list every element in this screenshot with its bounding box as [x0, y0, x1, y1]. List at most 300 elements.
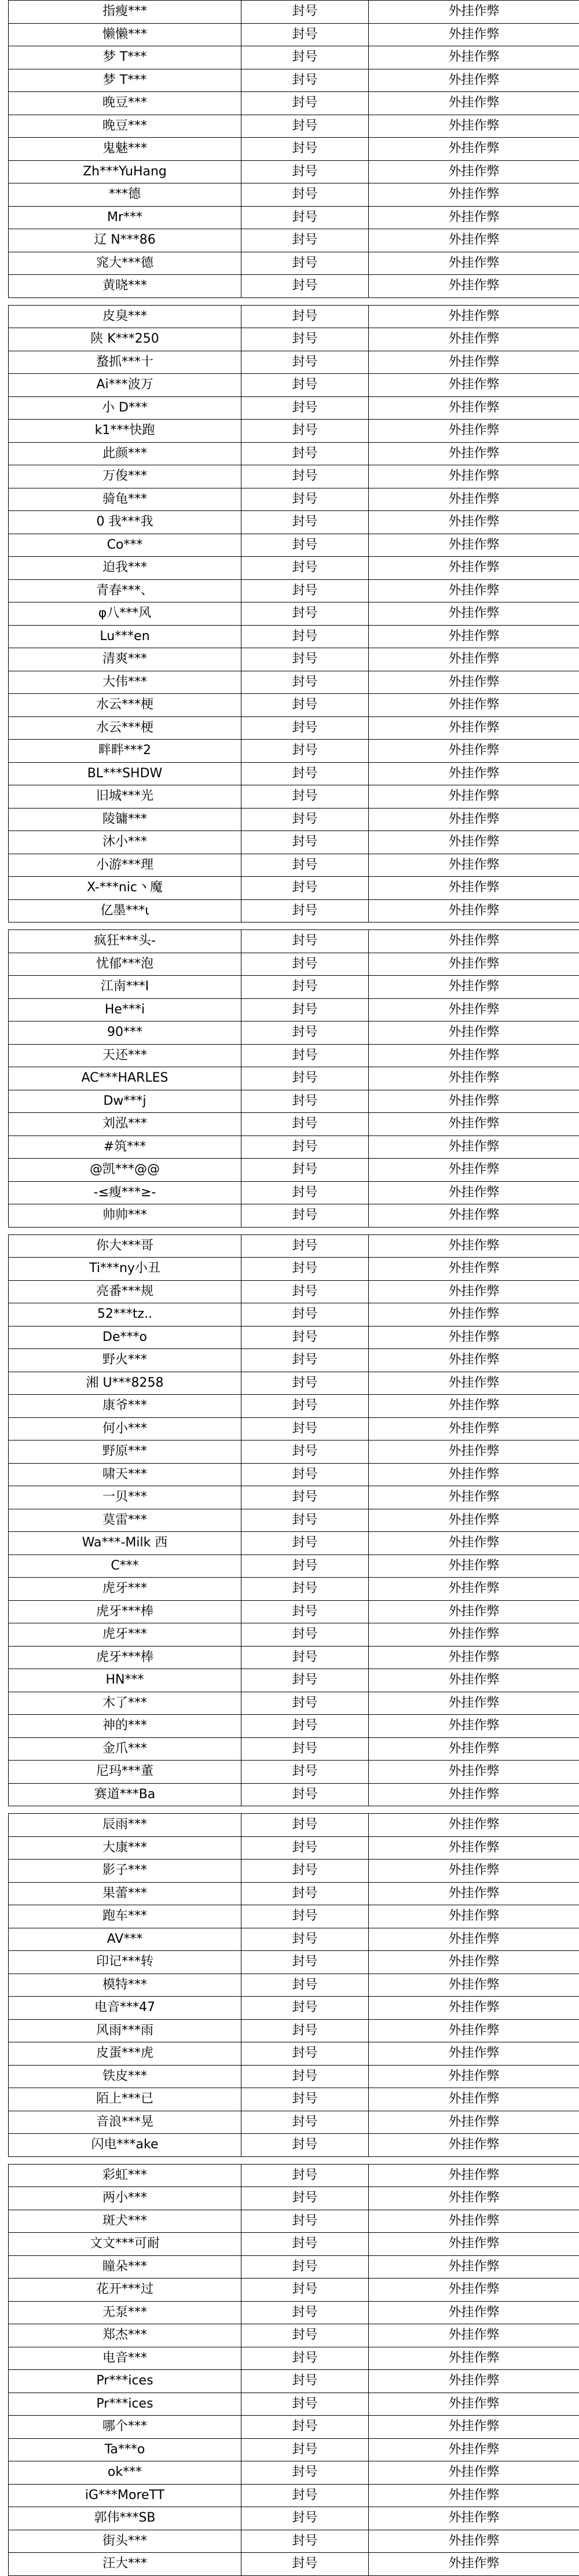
action-cell: 封号	[241, 762, 369, 785]
table-row	[9, 1860, 579, 1883]
reason-cell: 外挂作弊	[369, 1181, 579, 1204]
player-name-cell: Ta***o	[9, 2438, 241, 2461]
player-name-cell: 疯狂***头-	[9, 930, 241, 953]
reason-cell: 外挂作弊	[369, 252, 579, 275]
player-name-cell: He***i	[9, 998, 241, 1021]
action-cell: 封号	[241, 1814, 369, 1837]
action-cell: 封号	[241, 1928, 369, 1951]
table-row	[9, 1814, 579, 1837]
reason-cell: 外挂作弊	[369, 229, 579, 252]
table-row	[9, 1578, 579, 1601]
table-row	[9, 1159, 579, 1182]
reason-cell: 外挂作弊	[369, 1669, 579, 1692]
action-cell: 封号	[241, 2111, 369, 2134]
player-name-cell: 迫我***	[9, 557, 241, 580]
player-name-cell: iG***MoreTT	[9, 2484, 241, 2507]
action-cell: 封号	[241, 305, 369, 328]
table-row	[9, 1349, 579, 1372]
table-row	[9, 328, 579, 351]
reason-cell: 外挂作弊	[369, 2324, 579, 2347]
player-name-cell: 湘 U***8258	[9, 1372, 241, 1395]
player-name-cell: 52***tz..	[9, 1303, 241, 1326]
player-name-cell: 90***	[9, 1021, 241, 1045]
table-row	[9, 1882, 579, 1905]
player-name-cell: 模特***	[9, 1974, 241, 1997]
action-cell: 封号	[241, 2324, 369, 2347]
reason-cell: 外挂作弊	[369, 2042, 579, 2066]
table-row	[9, 899, 579, 923]
player-name-cell: 沐小***	[9, 831, 241, 854]
action-cell: 封号	[241, 23, 369, 46]
table-row	[9, 1204, 579, 1228]
player-name-cell: 皮臭***	[9, 305, 241, 328]
table-row	[9, 1090, 579, 1113]
action-cell: 封号	[241, 2042, 369, 2066]
player-name-cell: 汪大***	[9, 2553, 241, 2576]
table-row	[9, 1486, 579, 1509]
action-cell: 封号	[241, 420, 369, 443]
ban-list-sheet	[8, 0, 579, 2576]
ban-table-block	[8, 305, 579, 923]
action-cell: 封号	[241, 2553, 369, 2576]
reason-cell: 外挂作弊	[369, 138, 579, 161]
player-name-cell: 黄晓***	[9, 275, 241, 298]
player-name-cell: 窕大***德	[9, 252, 241, 275]
reason-cell: 外挂作弊	[369, 328, 579, 351]
ban-table-block	[8, 929, 579, 1228]
player-name-cell: 跑车***	[9, 1905, 241, 1928]
reason-cell: 外挂作弊	[369, 2164, 579, 2187]
reason-cell: 外挂作弊	[369, 2134, 579, 2157]
action-cell: 封号	[241, 1882, 369, 1905]
block-gap	[8, 923, 579, 929]
player-name-cell: 虎牙***棒	[9, 1600, 241, 1623]
player-name-cell: 印记***转	[9, 1951, 241, 1974]
player-name-cell: 两小***	[9, 2187, 241, 2210]
action-cell: 封号	[241, 2255, 369, 2279]
reason-cell: 外挂作弊	[369, 1860, 579, 1883]
reason-cell: 外挂作弊	[369, 465, 579, 488]
table-row	[9, 275, 579, 298]
action-cell: 封号	[241, 2019, 369, 2042]
reason-cell: 外挂作弊	[369, 2019, 579, 2042]
action-cell: 封号	[241, 2393, 369, 2416]
action-cell: 封号	[241, 1951, 369, 1974]
action-cell: 封号	[241, 1021, 369, 1045]
player-name-cell: 木了***	[9, 1692, 241, 1715]
player-name-cell: 晚豆***	[9, 92, 241, 115]
table-row	[9, 1737, 579, 1761]
action-cell: 封号	[241, 69, 369, 92]
reason-cell: 外挂作弊	[369, 762, 579, 785]
reason-cell: 外挂作弊	[369, 183, 579, 207]
player-name-cell: 风雨***雨	[9, 2019, 241, 2042]
table-row	[9, 602, 579, 626]
reason-cell: 外挂作弊	[369, 1044, 579, 1067]
action-cell: 封号	[241, 1, 369, 24]
player-name-cell: BL***SHDW	[9, 762, 241, 785]
reason-cell: 外挂作弊	[369, 1303, 579, 1326]
action-cell: 封号	[241, 2484, 369, 2507]
table-row	[9, 1021, 579, 1045]
player-name-cell: 亮番***规	[9, 1280, 241, 1303]
reason-cell: 外挂作弊	[369, 305, 579, 328]
player-name-cell: 0 我***我	[9, 511, 241, 534]
table-row	[9, 976, 579, 999]
action-cell: 封号	[241, 1440, 369, 1464]
reason-cell: 外挂作弊	[369, 2416, 579, 2439]
reason-cell: 外挂作弊	[369, 1463, 579, 1486]
action-cell: 封号	[241, 1997, 369, 2020]
player-name-cell: Pr***ices	[9, 2393, 241, 2416]
action-cell: 封号	[241, 976, 369, 999]
table-row	[9, 557, 579, 580]
reason-cell: 外挂作弊	[369, 2461, 579, 2485]
table-row	[9, 930, 579, 953]
action-cell: 封号	[241, 534, 369, 557]
ban-table-block	[8, 2164, 579, 2576]
action-cell: 封号	[241, 1417, 369, 1440]
table-row	[9, 1326, 579, 1349]
reason-cell: 外挂作弊	[369, 1737, 579, 1761]
player-name-cell: 蝥抓***十	[9, 351, 241, 374]
player-name-cell: Ti***ny小丑	[9, 1258, 241, 1281]
block-gap	[8, 2157, 579, 2164]
reason-cell: 外挂作弊	[369, 1814, 579, 1837]
player-name-cell: 虎牙***	[9, 1623, 241, 1647]
player-name-cell: 旧城***光	[9, 785, 241, 809]
table-row	[9, 1715, 579, 1738]
action-cell: 封号	[241, 648, 369, 671]
player-name-cell: 梦 T***	[9, 69, 241, 92]
player-name-cell: 无泵***	[9, 2301, 241, 2324]
reason-cell: 外挂作弊	[369, 46, 579, 69]
table-row	[9, 1258, 579, 1281]
player-name-cell: 你大***哥	[9, 1234, 241, 1258]
player-name-cell: 鬼魅***	[9, 138, 241, 161]
player-name-cell: 辽 N***86	[9, 229, 241, 252]
player-name-cell: 闪电***ake	[9, 2134, 241, 2157]
table-row	[9, 953, 579, 976]
reason-cell: 外挂作弊	[369, 534, 579, 557]
action-cell: 封号	[241, 740, 369, 763]
table-row	[9, 138, 579, 161]
table-row	[9, 1113, 579, 1136]
player-name-cell: 陕 K***250	[9, 328, 241, 351]
table-row	[9, 2111, 579, 2134]
reason-cell: 外挂作弊	[369, 115, 579, 138]
player-name-cell: 晚豆***	[9, 115, 241, 138]
action-cell: 封号	[241, 2301, 369, 2324]
table-row	[9, 1905, 579, 1928]
reason-cell: 外挂作弊	[369, 2279, 579, 2302]
table-row	[9, 1417, 579, 1440]
action-cell: 封号	[241, 1974, 369, 1997]
action-cell: 封号	[241, 465, 369, 488]
reason-cell: 外挂作弊	[369, 1600, 579, 1623]
reason-cell: 外挂作弊	[369, 976, 579, 999]
action-cell: 封号	[241, 899, 369, 923]
reason-cell: 外挂作弊	[369, 1532, 579, 1555]
action-cell: 封号	[241, 1532, 369, 1555]
player-name-cell: 天还***	[9, 1044, 241, 1067]
table-row	[9, 2233, 579, 2256]
action-cell: 封号	[241, 602, 369, 626]
player-name-cell: 野原***	[9, 1440, 241, 1464]
action-cell: 封号	[241, 1090, 369, 1113]
player-name-cell: 果蕾***	[9, 1882, 241, 1905]
reason-cell: 外挂作弊	[369, 2065, 579, 2088]
player-name-cell: 赛道***Ba	[9, 1783, 241, 1806]
table-row	[9, 351, 579, 374]
player-name-cell: 皮蛋***虎	[9, 2042, 241, 2066]
player-name-cell: 清爽***	[9, 648, 241, 671]
player-name-cell: 野火***	[9, 1349, 241, 1372]
reason-cell: 外挂作弊	[369, 1326, 579, 1349]
reason-cell: 外挂作弊	[369, 1882, 579, 1905]
reason-cell: 外挂作弊	[369, 1928, 579, 1951]
reason-cell: 外挂作弊	[369, 854, 579, 877]
table-row	[9, 511, 579, 534]
reason-cell: 外挂作弊	[369, 2210, 579, 2233]
action-cell: 封号	[241, 2088, 369, 2111]
table-row	[9, 785, 579, 809]
player-name-cell: k1***快跑	[9, 420, 241, 443]
action-cell: 封号	[241, 2347, 369, 2370]
ban-table-block	[8, 0, 579, 298]
table-row	[9, 305, 579, 328]
reason-cell: 外挂作弊	[369, 557, 579, 580]
table-row	[9, 1181, 579, 1204]
action-cell: 封号	[241, 785, 369, 809]
reason-cell: 外挂作弊	[369, 998, 579, 1021]
reason-cell: 外挂作弊	[369, 1417, 579, 1440]
action-cell: 封号	[241, 1509, 369, 1532]
table-row	[9, 2210, 579, 2233]
table-row	[9, 1395, 579, 1418]
player-name-cell: 何小***	[9, 1417, 241, 1440]
player-name-cell: Dw***j	[9, 1090, 241, 1113]
player-name-cell: 彩虹***	[9, 2164, 241, 2187]
player-name-cell: 郑杰***	[9, 2324, 241, 2347]
action-cell: 封号	[241, 1623, 369, 1647]
reason-cell: 外挂作弊	[369, 1578, 579, 1601]
player-name-cell: 花开***过	[9, 2279, 241, 2302]
reason-cell: 外挂作弊	[369, 1136, 579, 1159]
table-row	[9, 1951, 579, 1974]
action-cell: 封号	[241, 1136, 369, 1159]
reason-cell: 外挂作弊	[369, 602, 579, 626]
action-cell: 封号	[241, 396, 369, 420]
reason-cell: 外挂作弊	[369, 2530, 579, 2553]
reason-cell: 外挂作弊	[369, 2438, 579, 2461]
player-name-cell: C***	[9, 1555, 241, 1578]
action-cell: 封号	[241, 275, 369, 298]
reason-cell: 外挂作弊	[369, 160, 579, 183]
action-cell: 封号	[241, 46, 369, 69]
table-row	[9, 671, 579, 694]
table-row	[9, 160, 579, 183]
action-cell: 封号	[241, 1258, 369, 1281]
table-row	[9, 579, 579, 602]
action-cell: 封号	[241, 1044, 369, 1067]
reason-cell: 外挂作弊	[369, 2111, 579, 2134]
action-cell: 封号	[241, 1600, 369, 1623]
reason-cell: 外挂作弊	[369, 2088, 579, 2111]
player-name-cell: De***o	[9, 1326, 241, 1349]
player-name-cell: ok***	[9, 2461, 241, 2485]
action-cell: 封号	[241, 115, 369, 138]
action-cell: 封号	[241, 1395, 369, 1418]
table-row	[9, 831, 579, 854]
player-name-cell: X-***nic丶魔	[9, 877, 241, 900]
action-cell: 封号	[241, 2210, 369, 2233]
player-name-cell: 郭伟***SB	[9, 2507, 241, 2530]
action-cell: 封号	[241, 1737, 369, 1761]
table-row	[9, 420, 579, 443]
table-row	[9, 2530, 579, 2553]
reason-cell: 外挂作弊	[369, 953, 579, 976]
reason-cell: 外挂作弊	[369, 420, 579, 443]
action-cell: 封号	[241, 998, 369, 1021]
reason-cell: 外挂作弊	[369, 1646, 579, 1669]
player-name-cell: 莫雷***	[9, 1509, 241, 1532]
player-name-cell: 小游***理	[9, 854, 241, 877]
reason-cell: 外挂作弊	[369, 1258, 579, 1281]
player-name-cell: 神的***	[9, 1715, 241, 1738]
table-row	[9, 740, 579, 763]
table-row	[9, 23, 579, 46]
action-cell: 封号	[241, 1349, 369, 1372]
reason-cell: 外挂作弊	[369, 831, 579, 854]
table-row	[9, 998, 579, 1021]
table-row	[9, 1067, 579, 1090]
action-cell: 封号	[241, 1204, 369, 1228]
player-name-cell: -≤瘦***≥-	[9, 1181, 241, 1204]
table-row	[9, 229, 579, 252]
player-name-cell: AC***HARLES	[9, 1067, 241, 1090]
table-row	[9, 1532, 579, 1555]
action-cell: 封号	[241, 716, 369, 740]
table-row	[9, 1836, 579, 1860]
player-name-cell: 尼玛***董	[9, 1761, 241, 1784]
action-cell: 封号	[241, 2065, 369, 2088]
reason-cell: 外挂作弊	[369, 740, 579, 763]
action-cell: 封号	[241, 2187, 369, 2210]
player-name-cell: 畔畔***2	[9, 740, 241, 763]
table-row	[9, 1234, 579, 1258]
action-cell: 封号	[241, 1783, 369, 1806]
action-cell: 封号	[241, 1761, 369, 1784]
player-name-cell: 青春***、	[9, 579, 241, 602]
block-gap	[8, 298, 579, 305]
table-row	[9, 465, 579, 488]
table-row	[9, 2393, 579, 2416]
table-row	[9, 2164, 579, 2187]
action-cell: 封号	[241, 1234, 369, 1258]
table-row	[9, 1623, 579, 1647]
action-cell: 封号	[241, 2370, 369, 2393]
action-cell: 封号	[241, 1555, 369, 1578]
action-cell: 封号	[241, 2279, 369, 2302]
action-cell: 封号	[241, 160, 369, 183]
table-row	[9, 694, 579, 717]
reason-cell: 外挂作弊	[369, 1974, 579, 1997]
table-row	[9, 46, 579, 69]
table-row	[9, 488, 579, 511]
reason-cell: 外挂作弊	[369, 625, 579, 648]
action-cell: 封号	[241, 1578, 369, 1601]
table-row	[9, 2134, 579, 2157]
action-cell: 封号	[241, 1715, 369, 1738]
player-name-cell: 水云***梗	[9, 694, 241, 717]
reason-cell: 外挂作弊	[369, 488, 579, 511]
player-name-cell: Pr***ices	[9, 2370, 241, 2393]
action-cell: 封号	[241, 2438, 369, 2461]
reason-cell: 外挂作弊	[369, 92, 579, 115]
player-name-cell: 帅帅***	[9, 1204, 241, 1228]
table-row	[9, 396, 579, 420]
action-cell: 封号	[241, 374, 369, 397]
reason-cell: 外挂作弊	[369, 23, 579, 46]
table-row	[9, 534, 579, 557]
action-cell: 封号	[241, 2164, 369, 2187]
action-cell: 封号	[241, 671, 369, 694]
table-row	[9, 2042, 579, 2066]
reason-cell: 外挂作弊	[369, 2370, 579, 2393]
player-name-cell: 斑犬***	[9, 2210, 241, 2233]
action-cell: 封号	[241, 1303, 369, 1326]
table-row	[9, 1555, 579, 1578]
reason-cell: 外挂作弊	[369, 1486, 579, 1509]
action-cell: 封号	[241, 1280, 369, 1303]
player-name-cell: HN***	[9, 1669, 241, 1692]
reason-cell: 外挂作弊	[369, 2484, 579, 2507]
player-name-cell: 万俊***	[9, 465, 241, 488]
table-row	[9, 206, 579, 229]
table-row	[9, 2065, 579, 2088]
reason-cell: 外挂作弊	[369, 2553, 579, 2576]
reason-cell: 外挂作弊	[369, 716, 579, 740]
action-cell: 封号	[241, 252, 369, 275]
player-name-cell: 铁皮***	[9, 2065, 241, 2088]
table-row	[9, 2507, 579, 2530]
player-name-cell: 刘泓***	[9, 1113, 241, 1136]
reason-cell: 外挂作弊	[369, 69, 579, 92]
block-gap	[8, 1228, 579, 1234]
reason-cell: 外挂作弊	[369, 1021, 579, 1045]
action-cell: 封号	[241, 183, 369, 207]
action-cell: 封号	[241, 2233, 369, 2256]
table-row	[9, 374, 579, 397]
reason-cell: 外挂作弊	[369, 442, 579, 465]
reason-cell: 外挂作弊	[369, 1090, 579, 1113]
table-row	[9, 115, 579, 138]
player-name-cell: 康爷***	[9, 1395, 241, 1418]
reason-cell: 外挂作弊	[369, 351, 579, 374]
player-name-cell: Wa***-Milk 西	[9, 1532, 241, 1555]
reason-cell: 外挂作弊	[369, 1836, 579, 1860]
reason-cell: 外挂作弊	[369, 579, 579, 602]
table-row	[9, 252, 579, 275]
reason-cell: 外挂作弊	[369, 275, 579, 298]
player-name-cell: 文文***可耐	[9, 2233, 241, 2256]
table-row	[9, 2438, 579, 2461]
player-name-cell: 虎牙***棒	[9, 1646, 241, 1669]
action-cell: 封号	[241, 831, 369, 854]
reason-cell: 外挂作弊	[369, 648, 579, 671]
player-name-cell: 忧郁***泡	[9, 953, 241, 976]
